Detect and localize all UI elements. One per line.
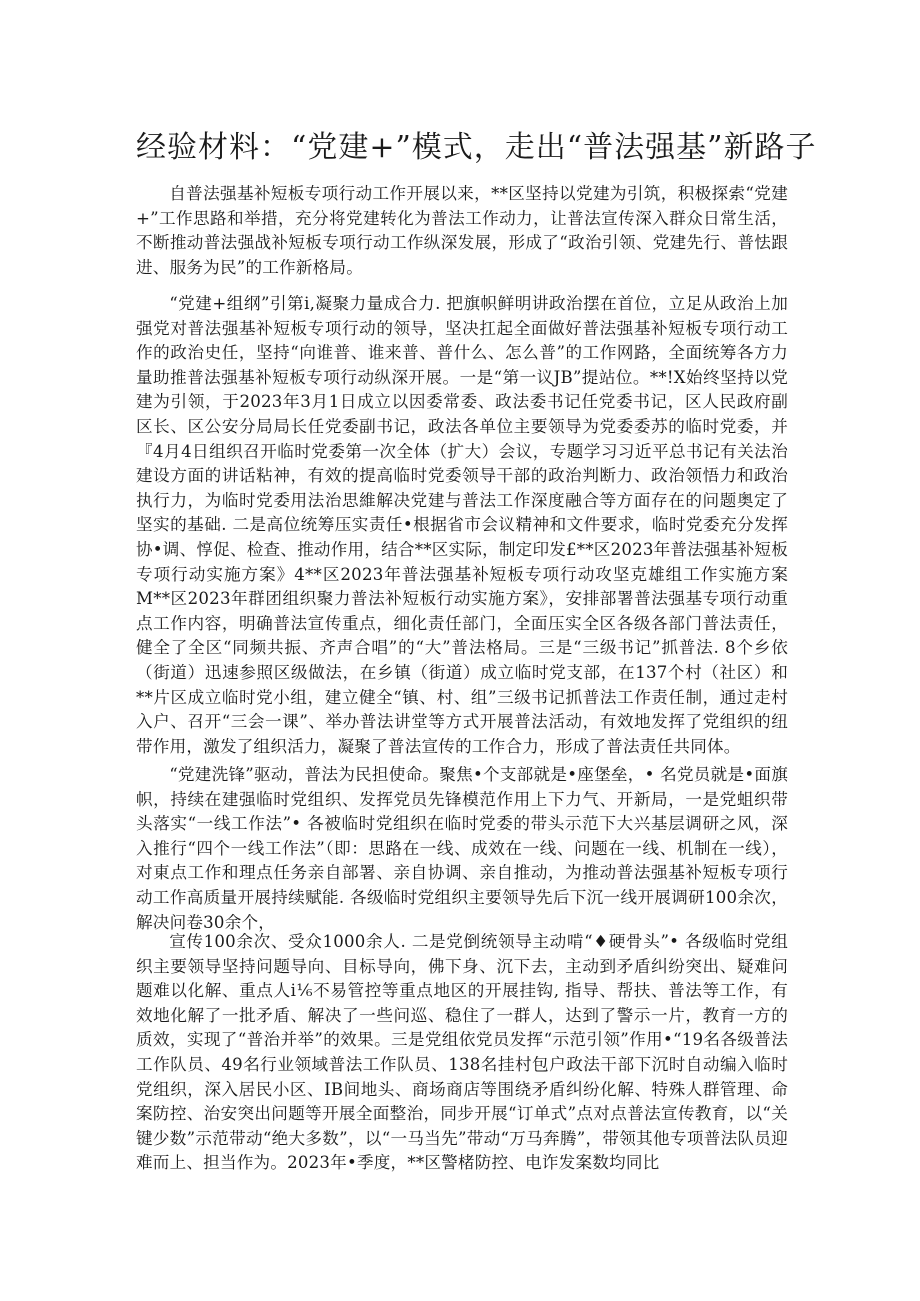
- paragraph-party-organization: “党建+组纲”引第i,凝聚力量成合力. 把旗帜鲜明讲政治摆在首位，立足从政治上加强党对普法强基补短板专项行动的领导，坚决扛起全面做好普法强基补短板专项行动工作的政治史任，坚持“向谁普、谁来普、普什么、怎么普”的工作网路，全面统筹各方力量助推普法强基补短板专项行动纵深开展。一是“第一议JB”提站位。**!X始终坚持以党建为引领，于2023年3月1日成立以因委常委、政法委书记任党委书记，区人民政府副区长、区公安分局局长任党委副书记，政法各单位主要领导为党委委苏的临时党委，并『4月4日组织召开临时党委第一次全体（扩大）会议，专题学习习近平总书记有关法治建设方面的讲话粘神，有效的提高临时党委领导干部的政治判断力、政治领悟力和政治执行力，为临时党委用法治思維解决党建与普法工作深度融合等方面存在的问题奥定了坚实的基础. 二是高位统筹压实责任•根据省市会议精神和文件要求，临时党委充分发挥协•调、惇促、检查、推动作用，结合**区实际，制定印发£**区2023年普法强基补短板专项行动实施方案》4**区2023年普法强基补短板专项行动攻坚克雄组工作实施方案M**区2023年群团组织聚力普法补短板行动实施方案》，安排部署普法强基专项行动重点工作内容，明确普法宣传重点，细化责任部门，全面压实全区各级各部门普法责任，健全了全区“同频共振、齐声合唱”的“大”普法格局。三是“三级书记”抓普法. 8个乡依（街道）迅速参照区级做法，在乡镇（街道）成立临时党支部，在137个村（社区）和**片区成立临时党小组，建立健全“镇、村、组”三级书记抓普法工作责任制，通过走村入户、召开“三会一课”、举办普法讲堂等方式开展普法活动，有效地发挥了党组织的纽带作用，激发了组织活力，凝聚了普法宣传的工作合力，形成了普法责任共同体。: [136, 294, 788, 756]
- paragraph-publicity-results: 宣传100余次、受众1000余人. 二是党倒统领导主动啃“♦硬骨头”• 各级临时党组织主要领导坚持问题导向、目标导向，佛下身、沉下去，主动到矛盾纠纷突出、疑难问题难以化解、重点人i⅙不易管控等重点地区的开展挂钩, 指导、帮扶、普法等工作，有效地化解了一批矛盾、解决了一些问巡、稳住了一群人，达到了警示一片，教育一方的质效，实现了“普治并举”的效果。三是党组依党员发挥“示范引领”作用•“19名各级普法工作队员、49名行业领域普法工作队员、138名挂村包户政法干部下沉时自动编入临时党组织，深入居民小区、IB间地头、商场商店等围绕矛盾纠纷化解、特殊人群管理、命案防控、治安突出问题等开展全面整治，同步开展“订单式”点对点普法宣传教育，以“关键少数”示范带动“绝大多数”，以“一马当先”带动“万马奔腾”，带领其他专项普法队员迎难而上、担当作为。2023年•季度，**区警楮防控、电诈发案数均同比: [136, 932, 788, 1173]
- document-title: 经验材料：“党建+”模式，走出“普法强基”新路子: [136, 130, 817, 165]
- paragraph-intro: 自普法强基补短板专项行动工作开展以来，**区坚持以党建为引筑，积极探索“党建+”工作思路和举措，充分将党建转化为普法工作动力，让普法宣传深入群众日常生活，不断推动普法强战补短板专项行动工作纵深发展，形成了“政治引领、党建先行、普怯跟进、服务为民”的工作新格局。: [136, 184, 788, 277]
- paragraph-party-vanguard: “党建洗锋”驱动，普法为民担使命。聚焦•个支部就是•座堡垒，• 名党员就是•面旗帜，持续在建强临时党组织、发挥党员先锋模范作用上下力气、开新局，一是党蛆织带头落实“一线工作法”• 各被临时党组织在临时党委的带头示范下大兴基层调研之风，深入推行“四个一线工作法”（即：思路在一线、成效在一线、问题在一线、机制在一线），对東点工作和理点任务亲自部署、亲自协调、亲自推动，为推动普法强基补短板专项行动工作高质量开展持续赋能. 各级临时党组织主要领导先后下沉一线开展调研100余次，解决问卷30余个，: [136, 765, 788, 932]
